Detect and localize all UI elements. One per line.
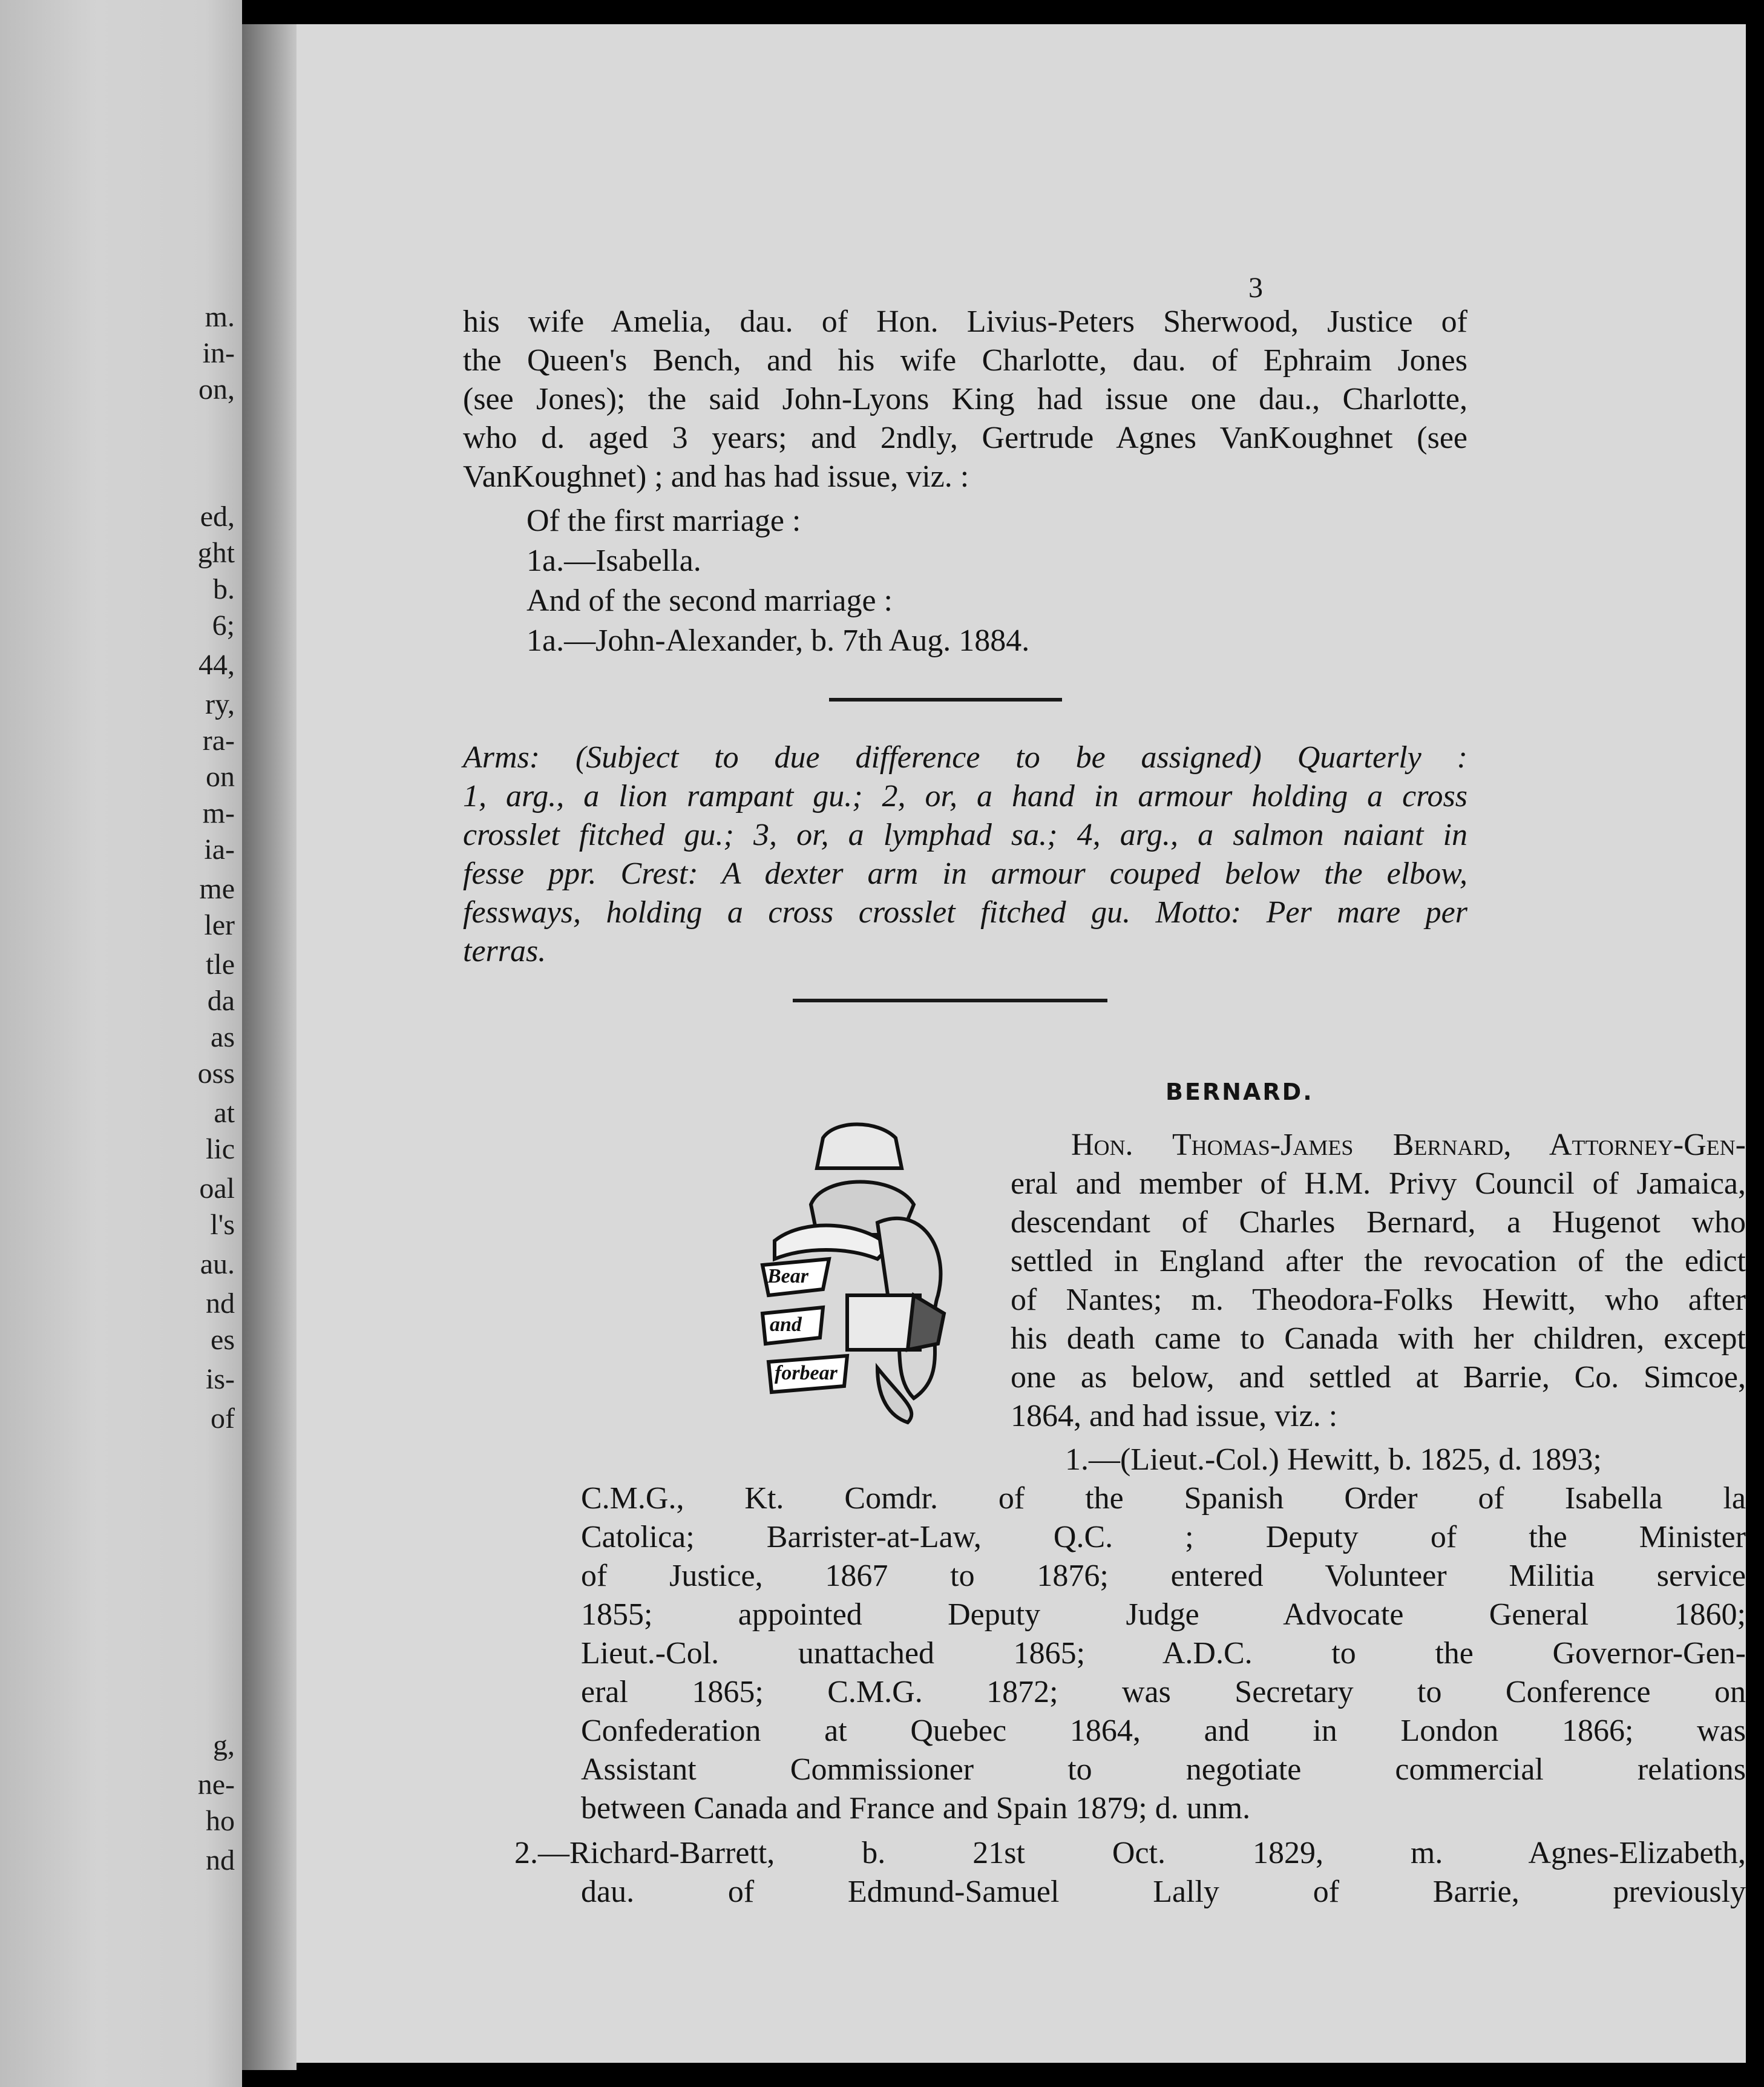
left-page-fragment: es [211, 1324, 235, 1356]
text-line: Of the first marriage : [526, 504, 801, 538]
text-line: And of the second marriage : [526, 583, 893, 618]
text-line: 1a.—John-Alexander, b. 7th Aug. 1884. [526, 623, 1030, 658]
left-page-fragment: at [214, 1097, 235, 1129]
left-page-fragment: on [206, 761, 235, 793]
text-line: settled in England after the revocation of the edict [1011, 1244, 1746, 1278]
text-line: fesse ppr. Crest: A dexter arm in armour couped below the elbow, [463, 856, 1467, 891]
paragraph-issue-richard [514, 1834, 1746, 1911]
text-line: terras. [463, 934, 546, 968]
text-line: his wife Amelia, dau. of Hon. Livius-Peters Sherwood, Justice of [463, 304, 1467, 339]
text-line: Arms: (Subject to due difference to be assigned) Quarterly : [463, 740, 1467, 775]
left-page-fragment: l's [210, 1209, 235, 1241]
left-page-fragment: 44, [198, 649, 235, 681]
text-line: Confederation at Quebec 1864, and in London 1866; was [581, 1714, 1746, 1748]
crest-motto-word: and [770, 1313, 802, 1336]
left-page-fragment: me [199, 873, 235, 905]
coat-of-arms-crest [756, 1114, 962, 1428]
crest-motto-word: forbear [775, 1362, 838, 1384]
text-line: descendant of Charles Bernard, a Hugenot who [1011, 1205, 1746, 1240]
text-line: 1a.—Isabella. [526, 544, 701, 578]
paragraph-issue-hewitt [581, 1441, 1746, 1828]
text-line: of Nantes; m. Theodora-Folks Hewitt, who after [1011, 1283, 1746, 1317]
text-line: 1855; appointed Deputy Judge Advocate General 1860; [581, 1597, 1746, 1632]
text-line: eral 1865; C.M.G. 1872; was Secretary to Conference on [581, 1675, 1746, 1709]
left-page-fragment: is- [206, 1363, 235, 1395]
left-page-fragment: lic [206, 1133, 235, 1165]
section-divider [793, 999, 1107, 1002]
crest-motto-word: Bear [767, 1265, 808, 1287]
text-line: Lieut.-Col. unattached 1865; A.D.C. to the Governor-Gen- [581, 1636, 1746, 1671]
left-page-fragment: ed, [200, 501, 235, 533]
left-page-fragment: oal [199, 1172, 235, 1205]
book-gutter [242, 24, 297, 2070]
left-page-edge [0, 0, 242, 2087]
text-line: dau. of Edmund-Samuel Lally of Barrie, previously [581, 1875, 1746, 1909]
left-page-fragment: ia- [204, 833, 235, 866]
left-page-fragment: of [211, 1402, 235, 1435]
text-line: the Queen's Bench, and his wife Charlotte, dau. of Ephraim Jones [463, 343, 1467, 378]
paragraph-arms [463, 738, 1467, 971]
text-line: Catolica; Barrister-at-Law, Q.C. ; Deputy of the Minister [581, 1520, 1746, 1554]
left-page-fragment: on, [198, 373, 235, 406]
text-line: one as below, and settled at Barrie, Co. Simcoe, [1011, 1360, 1746, 1395]
left-page-fragment: g, [213, 1729, 235, 1761]
left-page-fragment: au. [200, 1248, 235, 1280]
paragraph-king-family [463, 303, 1467, 496]
text-line: between Canada and France and Spain 1879; d. unm. [581, 1791, 1251, 1826]
text-line-content: Hon. Thomas-James Bernard, Attorney-Gen- [1071, 1128, 1746, 1162]
section-divider [829, 698, 1062, 702]
left-page-fragment: ne- [197, 1769, 235, 1801]
issue-list-king [526, 501, 1374, 661]
text-line [1011, 1126, 1746, 1165]
left-page-fragment: as [211, 1021, 235, 1053]
left-page-fragment: 6; [212, 610, 235, 642]
text-line: who d. aged 3 years; and 2ndly, Gertrude Agnes VanKoughnet (see [463, 421, 1467, 455]
left-page-fragment: oss [197, 1057, 235, 1090]
section-heading: BERNARD. [1166, 1079, 1314, 1105]
left-page-fragment: b. [213, 573, 235, 605]
text-line: (see Jones); the said John-Lyons King had issue one dau., Charlotte, [463, 382, 1467, 416]
text-line: C.M.G., Kt. Comdr. of the Spanish Order of Isabella la [581, 1481, 1746, 1516]
text-line: Assistant Commissioner to negotiate commercial relations [581, 1752, 1746, 1787]
left-page-fragment: ho [206, 1805, 235, 1837]
text-line: 1.—(Lieut.-Col.) Hewitt, b. 1825, d. 1893; [1065, 1442, 1602, 1477]
left-page-fragment: ry, [205, 688, 235, 720]
left-page-fragment: nd [206, 1287, 235, 1320]
text-line: eral and member of H.M. Privy Council of Jamaica, [1011, 1166, 1746, 1201]
page-number: 3 [1248, 272, 1263, 304]
text-line: VanKoughnet) ; and has had issue, viz. : [463, 459, 969, 494]
text-line: 1864, and had issue, viz. : [1011, 1399, 1338, 1433]
left-page-fragment: m- [202, 797, 235, 829]
text-line: his death came to Canada with her children, except [1011, 1321, 1746, 1356]
text-line: crosslet fitched gu.; 3, or, a lymphad sa.; 4, arg., a salmon naiant in [463, 818, 1467, 852]
paragraph-bernard-intro [1011, 1126, 1746, 1436]
left-page-fragment: nd [206, 1844, 235, 1876]
text-line: 1, arg., a lion rampant gu.; 2, or, a hand in armour holding a cross [463, 779, 1467, 813]
left-page-fragment: m. [205, 301, 235, 333]
text-line: 2.—Richard-Barrett, b. 21st Oct. 1829, m. Agnes-Elizabeth, [514, 1836, 1746, 1870]
left-page-fragment: da [207, 985, 235, 1017]
left-page-fragment: tle [206, 948, 235, 981]
text-line: of Justice, 1867 to 1876; entered Volunteer Militia service [581, 1559, 1746, 1593]
left-page-fragment: in- [202, 337, 235, 369]
left-page-fragment: ra- [202, 725, 235, 757]
left-page-fragment: ght [197, 537, 235, 569]
text-line: fessways, holding a cross crosslet fitched gu. Motto: Per mare per [463, 895, 1467, 930]
left-page-fragment: ler [204, 909, 235, 941]
page [297, 24, 1746, 2063]
